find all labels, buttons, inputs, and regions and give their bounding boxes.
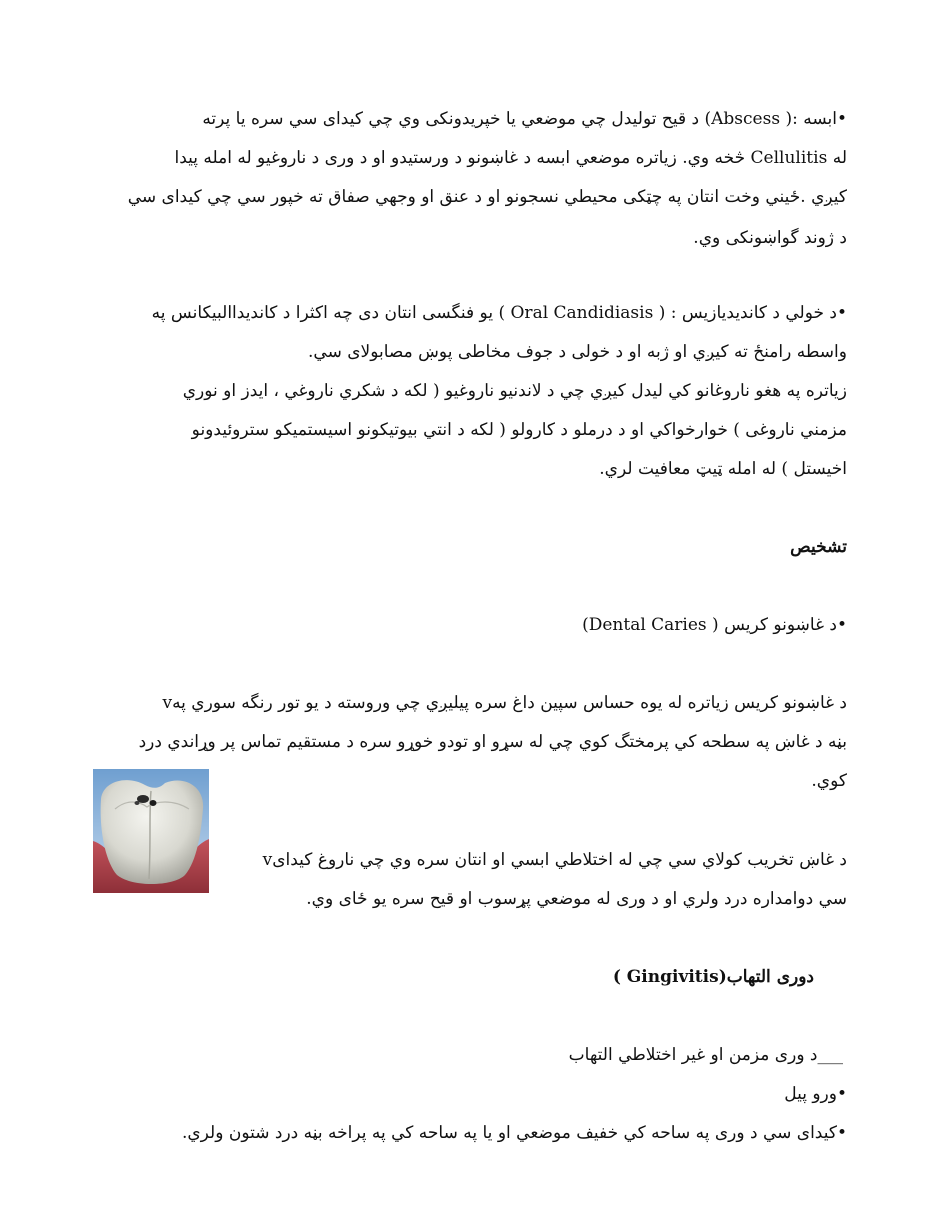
candidiasis-line-4: مزمني ناروغى ) خوارخواكي او د درملو د كارولو ( لكه د انتي بيوتيكونو اسيستميكو ستروئيدونو bbox=[191, 420, 847, 440]
caries-line-5: سي دوامداره درد ولري او د ورى له موضعي پړسوب او قيح سره يو ځاى وي. bbox=[306, 889, 847, 909]
caries-line-3: كوي. bbox=[811, 771, 847, 791]
candidiasis-line-5: اخيستل ) له امله ټيټ معافيت لري. bbox=[599, 459, 847, 479]
candidiasis-line-3: زياتره په هغو ناروغانو كي ليدل كيږي چي د لاندنيو ناروغيو ( لكه د شكري ناروغي ، ايدز او نوري bbox=[182, 381, 847, 401]
tooth-caries-image bbox=[93, 769, 209, 893]
gingivitis-line-3: •كيداى سي د ورى په ساحه كي خفيف موضعي او يا په ساحه كي په پراخه بڼه درد شتون ولري. bbox=[181, 1123, 847, 1143]
gingivitis-line-2: •ورو پيل bbox=[784, 1084, 847, 1104]
caries-line-2: بڼه د غاښ په سطحه كي پرمختگ كوي چي له سړو او تودو خوړو سره د مستقيم تماس پر وړاندي درد bbox=[138, 732, 847, 752]
candidiasis-line-2: واسطه رامنځ ته كيږي او ژبه او د خولى د جوف مخاطى پوښ مصابولاى سي. bbox=[308, 342, 847, 362]
abscess-line-1: •ابسه :( Abscess) د قيح توليدل چي موضعي يا خپريدونكى وي چي كيداى سي سره يا پرته bbox=[202, 109, 847, 129]
caries-line-1: vد غاښونو كريس زياتره له يوه حساس سپين داغ سره پيليږي چي وروسته د يو تور رنگه سوري په bbox=[162, 693, 847, 713]
dental-caries-bullet: •د غاښونو كريس ( Dental Caries) bbox=[582, 615, 847, 635]
diagnosis-heading: تشخيص bbox=[790, 537, 847, 557]
abscess-line-4: د ژوند گواښونكى وي. bbox=[693, 228, 847, 248]
gingivitis-line-1: ___د ورى مزمن او غير اختلاطي التهاب bbox=[568, 1045, 843, 1065]
abscess-line-3: كيږي .ځيني وخت انتان په چټكى محيطي نسجونو او د عنق او وجهي صفاق ته خپور سي چي كيداى سي bbox=[127, 187, 847, 207]
abscess-line-2: له Cellulitis څخه وي. زياتره موضعي ابسه د غاښونو د ورستيدو او د ورى د ناروغيو له امله پيدا bbox=[174, 148, 847, 168]
caries-line-4: vد غاښ تخريب كولاي سي چي له اختلاطي ابسي او انتان سره وي چي ناروغ كيداى bbox=[262, 850, 847, 870]
candidiasis-line-1: •د خولي د كانديديازيس : ( Oral Candidiasis ) يو فنگسى انتان دى چه اكثرا د كانديداالبيكانس په bbox=[151, 303, 847, 323]
gingivitis-heading: دورى التهاب(Gingivitis ) bbox=[612, 967, 814, 987]
